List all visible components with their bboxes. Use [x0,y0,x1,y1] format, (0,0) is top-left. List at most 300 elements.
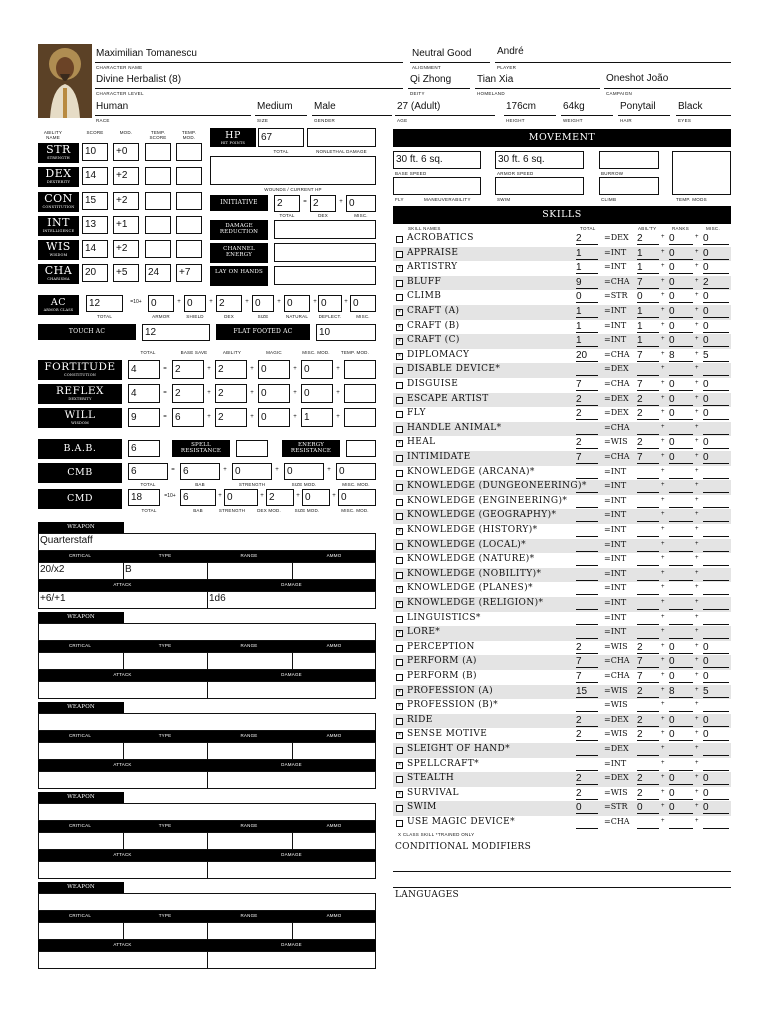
class-skill-checkbox[interactable] [396,543,403,550]
skill-misc-field[interactable] [703,509,729,522]
class-skill-checkbox[interactable] [396,470,403,477]
weapon-name-field[interactable]: Quarterstaff [40,535,93,546]
spell-resistance-field[interactable] [236,440,268,457]
class-skill-checkbox[interactable] [396,367,403,374]
skill-total-field[interactable]: 7 [576,378,598,391]
class-skill-checkbox[interactable] [396,645,403,652]
save-magic-field[interactable]: 0 [258,360,290,379]
ac-deflect-field[interactable]: 0 [318,295,342,312]
skill-total-field[interactable]: 0 [576,801,598,814]
skill-ability-mod-field[interactable]: 0 [637,801,659,814]
skill-misc-field[interactable] [703,758,729,771]
damage-reduction-field[interactable] [274,220,376,239]
skill-total-field[interactable]: 15 [576,685,598,698]
class-skill-checkbox[interactable] [396,557,403,564]
cmb-total-field[interactable]: 6 [128,463,168,480]
skill-misc-field[interactable]: 0 [703,641,729,654]
save-misc-field[interactable]: 0 [301,384,333,403]
skill-ability-mod-field[interactable] [637,568,659,581]
skill-misc-field[interactable]: 0 [703,801,729,814]
weapon-damage-field[interactable]: 1d6 [209,593,226,604]
skill-total-field[interactable] [576,495,598,508]
skill-ability-mod-field[interactable] [637,553,659,566]
skill-total-field[interactable]: 2 [576,772,598,785]
ability-temp-score-field[interactable] [145,167,171,185]
save-total-field[interactable]: 4 [128,360,160,379]
ac-armor-field[interactable]: 0 [148,295,174,312]
skill-ranks-field[interactable] [669,524,693,537]
skill-ability-mod-field[interactable]: 2 [637,393,659,406]
skill-misc-field[interactable] [703,363,729,376]
skill-total-field[interactable]: 2 [576,728,598,741]
weight-value[interactable]: 64kg [563,101,585,112]
age-value[interactable]: 27 (Adult) [397,101,441,112]
skill-ranks-field[interactable] [669,743,693,756]
initiative-dex-field[interactable]: 2 [310,195,336,212]
skill-total-field[interactable]: 7 [576,451,598,464]
save-ability-field[interactable]: 2 [215,360,247,379]
skill-misc-field[interactable]: 0 [703,305,729,318]
class-skill-checkbox[interactable]: × [396,528,403,535]
class-skill-checkbox[interactable] [396,820,403,827]
skill-ability-mod-field[interactable]: 1 [637,334,659,347]
skill-ranks-field[interactable]: 0 [669,655,693,668]
skill-total-field[interactable]: 9 [576,276,598,289]
skill-total-field[interactable]: 1 [576,334,598,347]
initiative-total-field[interactable]: 2 [274,195,300,212]
cmd-strength-field[interactable]: 0 [224,489,258,506]
skill-misc-field[interactable]: 0 [703,334,729,347]
class-skill-checkbox[interactable]: × [396,689,403,696]
ability-score-field[interactable]: 10 [82,143,108,161]
class-skill-checkbox[interactable] [396,426,403,433]
campaign-value[interactable]: Oneshot João [606,73,669,84]
skill-total-field[interactable]: 0 [576,290,598,303]
player-value[interactable]: André [497,46,524,57]
temp-mods-field[interactable] [672,151,731,195]
wounds-current-hp-field[interactable] [210,156,376,185]
ability-mod-field[interactable]: +2 [113,192,139,210]
skill-ranks-field[interactable]: 0 [669,451,693,464]
skill-ranks-field[interactable] [669,363,693,376]
ac-dex-field[interactable]: 2 [216,295,242,312]
hp-total-field[interactable]: 67 [258,128,304,147]
cmd-dex-field[interactable]: 2 [266,489,294,506]
skill-total-field[interactable] [576,363,598,376]
skill-ranks-field[interactable] [669,582,693,595]
class-skill-checkbox[interactable]: × [396,703,403,710]
skill-misc-field[interactable]: 5 [703,685,729,698]
cmd-size-field[interactable]: 0 [302,489,330,506]
skill-total-field[interactable] [576,816,598,829]
skill-misc-field[interactable]: 0 [703,436,729,449]
class-skill-checkbox[interactable] [396,616,403,623]
skill-misc-field[interactable]: 0 [703,714,729,727]
skill-ranks-field[interactable]: 8 [669,349,693,362]
save-magic-field[interactable]: 0 [258,408,290,427]
skill-ranks-field[interactable] [669,699,693,712]
lay-on-hands-field[interactable] [274,266,376,285]
class-skill-checkbox[interactable] [396,455,403,462]
ability-temp-mod-field[interactable] [176,216,202,234]
skill-ranks-field[interactable]: 8 [669,685,693,698]
skill-ranks-field[interactable]: 0 [669,276,693,289]
skill-misc-field[interactable] [703,524,729,537]
skill-ability-mod-field[interactable]: 7 [637,670,659,683]
skill-ability-mod-field[interactable]: 1 [637,320,659,333]
skill-ability-mod-field[interactable] [637,582,659,595]
initiative-misc-field[interactable]: 0 [346,195,376,212]
class-skill-checkbox[interactable] [396,397,403,404]
class-skill-checkbox[interactable]: × [396,791,403,798]
skill-total-field[interactable]: 7 [576,655,598,668]
skill-ability-mod-field[interactable]: 2 [637,407,659,420]
skill-total-field[interactable] [576,539,598,552]
armor-speed-field[interactable]: 30 ft. 6 sq. [495,151,584,169]
skill-ability-mod-field[interactable] [637,466,659,479]
ability-mod-field[interactable]: +1 [113,216,139,234]
skill-ranks-field[interactable]: 0 [669,247,693,260]
skill-ability-mod-field[interactable]: 2 [637,714,659,727]
homeland-value[interactable]: Tian Xia [477,74,514,85]
skill-total-field[interactable]: 20 [576,349,598,362]
skill-misc-field[interactable]: 0 [703,247,729,260]
skill-misc-field[interactable]: 0 [703,393,729,406]
skill-ability-mod-field[interactable]: 7 [637,655,659,668]
skill-ranks-field[interactable] [669,597,693,610]
skill-ability-mod-field[interactable]: 2 [637,772,659,785]
ability-temp-score-field[interactable] [145,216,171,234]
flat-footed-ac-field[interactable]: 10 [316,324,376,341]
ability-temp-score-field[interactable] [145,192,171,210]
cmb-strength-field[interactable]: 0 [232,463,272,480]
skill-misc-field[interactable] [703,597,729,610]
skill-misc-field[interactable] [703,612,729,625]
skill-ability-mod-field[interactable] [637,597,659,610]
save-magic-field[interactable]: 0 [258,384,290,403]
save-ability-field[interactable]: 2 [215,408,247,427]
skill-ranks-field[interactable]: 0 [669,334,693,347]
burrow-field[interactable] [599,151,659,169]
cmb-size-field[interactable]: 0 [284,463,324,480]
save-misc-field[interactable]: 0 [301,360,333,379]
save-base-field[interactable]: 2 [172,384,204,403]
skill-ranks-field[interactable]: 0 [669,290,693,303]
skill-total-field[interactable] [576,553,598,566]
class-skill-checkbox[interactable] [396,805,403,812]
gender-value[interactable]: Male [314,101,336,112]
skill-ability-mod-field[interactable] [637,480,659,493]
skill-total-field[interactable]: 2 [576,714,598,727]
skill-ability-mod-field[interactable]: 2 [637,232,659,245]
class-skill-checkbox[interactable] [396,513,403,520]
skill-ranks-field[interactable]: 0 [669,728,693,741]
skill-ranks-field[interactable]: 0 [669,772,693,785]
skill-ranks-field[interactable] [669,495,693,508]
skill-misc-field[interactable] [703,626,729,639]
ac-total-field[interactable]: 12 [86,295,123,312]
skill-ability-mod-field[interactable] [637,743,659,756]
deity-value[interactable]: Qi Zhong [410,74,452,85]
ability-mod-field[interactable]: +5 [113,264,139,282]
skill-ability-mod-field[interactable] [637,699,659,712]
skill-total-field[interactable]: 2 [576,641,598,654]
class-skill-checkbox[interactable]: × [396,762,403,769]
skill-ranks-field[interactable]: 0 [669,232,693,245]
skill-total-field[interactable] [576,597,598,610]
skill-ranks-field[interactable] [669,539,693,552]
skill-total-field[interactable]: 2 [576,232,598,245]
skill-ranks-field[interactable] [669,626,693,639]
skill-ability-mod-field[interactable]: 1 [637,305,659,318]
skill-misc-field[interactable]: 0 [703,670,729,683]
class-skill-checkbox[interactable]: × [396,324,403,331]
skill-ability-mod-field[interactable]: 7 [637,378,659,391]
swim-field[interactable] [495,177,584,195]
skill-total-field[interactable]: 1 [576,305,598,318]
class-skill-checkbox[interactable]: × [396,338,403,345]
skill-ranks-field[interactable]: 0 [669,261,693,274]
class-skill-checkbox[interactable] [396,251,403,258]
class-skill-checkbox[interactable] [396,659,403,666]
nonlethal-damage-field[interactable] [307,128,376,147]
skill-total-field[interactable]: 2 [576,407,598,420]
save-temp-field[interactable] [344,408,376,427]
skill-total-field[interactable] [576,568,598,581]
skill-total-field[interactable]: 1 [576,247,598,260]
skill-ranks-field[interactable]: 0 [669,436,693,449]
save-misc-field[interactable]: 1 [301,408,333,427]
ac-size-field[interactable]: 0 [252,295,274,312]
skill-misc-field[interactable] [703,495,729,508]
skill-ability-mod-field[interactable] [637,816,659,829]
skill-ability-mod-field[interactable] [637,758,659,771]
class-skill-checkbox[interactable]: × [396,630,403,637]
class-skill-checkbox[interactable] [396,411,403,418]
skill-ranks-field[interactable]: 0 [669,378,693,391]
ability-score-field[interactable]: 14 [82,167,108,185]
skill-total-field[interactable] [576,582,598,595]
skill-ranks-field[interactable] [669,568,693,581]
class-skill-checkbox[interactable]: × [396,601,403,608]
ability-temp-score-field[interactable] [145,240,171,258]
skill-misc-field[interactable] [703,480,729,493]
ac-misc-field[interactable]: 0 [350,295,376,312]
skill-misc-field[interactable] [703,699,729,712]
energy-resistance-field[interactable] [346,440,376,457]
ac-natural-field[interactable]: 0 [284,295,310,312]
skill-total-field[interactable] [576,466,598,479]
class-skill-checkbox[interactable] [396,718,403,725]
class-skill-checkbox[interactable] [396,499,403,506]
skill-misc-field[interactable] [703,816,729,829]
skill-misc-field[interactable]: 0 [703,728,729,741]
skill-ranks-field[interactable] [669,422,693,435]
weapon-attack-field[interactable]: +6/+1 [40,593,66,604]
skill-total-field[interactable]: 2 [576,393,598,406]
ability-temp-mod-field[interactable]: +7 [176,264,202,282]
skill-misc-field[interactable]: 0 [703,261,729,274]
skill-ability-mod-field[interactable] [637,495,659,508]
ability-mod-field[interactable]: +0 [113,143,139,161]
skill-misc-field[interactable]: 0 [703,655,729,668]
skill-ranks-field[interactable]: 0 [669,801,693,814]
ability-temp-mod-field[interactable] [176,192,202,210]
skill-misc-field[interactable]: 0 [703,407,729,420]
skill-ability-mod-field[interactable]: 7 [637,451,659,464]
skill-total-field[interactable] [576,626,598,639]
skill-ranks-field[interactable]: 0 [669,670,693,683]
skill-ability-mod-field[interactable]: 7 [637,276,659,289]
save-total-field[interactable]: 4 [128,384,160,403]
base-speed-field[interactable]: 30 ft. 6 sq. [393,151,481,169]
class-skill-checkbox[interactable] [396,280,403,287]
skill-ability-mod-field[interactable]: 2 [637,641,659,654]
ability-score-field[interactable]: 20 [82,264,108,282]
ability-score-field[interactable]: 14 [82,240,108,258]
skill-misc-field[interactable] [703,422,729,435]
class-skill-checkbox[interactable]: × [396,309,403,316]
skill-ability-mod-field[interactable]: 1 [637,247,659,260]
skill-ability-mod-field[interactable]: 2 [637,787,659,800]
skill-total-field[interactable] [576,509,598,522]
climb-field[interactable] [599,177,659,195]
touch-ac-field[interactable]: 12 [142,324,210,341]
skill-total-field[interactable]: 7 [576,670,598,683]
cmd-bab-field[interactable]: 6 [180,489,216,506]
skill-ability-mod-field[interactable]: 1 [637,261,659,274]
channel-energy-field[interactable] [274,243,376,262]
class-skill-checkbox[interactable] [396,747,403,754]
cmb-misc-field[interactable]: 0 [336,463,376,480]
cmb-bab-field[interactable]: 6 [180,463,220,480]
save-total-field[interactable]: 9 [128,408,160,427]
class-skill-checkbox[interactable]: × [396,586,403,593]
weapon-type-field[interactable]: B [125,564,132,575]
class-skill-checkbox[interactable]: × [396,265,403,272]
skill-ranks-field[interactable]: 0 [669,320,693,333]
skill-total-field[interactable]: 1 [576,261,598,274]
skill-ranks-field[interactable] [669,816,693,829]
skill-ability-mod-field[interactable]: 2 [637,685,659,698]
skill-ability-mod-field[interactable]: 2 [637,436,659,449]
skill-ranks-field[interactable] [669,480,693,493]
ability-score-field[interactable]: 13 [82,216,108,234]
skill-total-field[interactable] [576,758,598,771]
save-base-field[interactable]: 6 [172,408,204,427]
skill-total-field[interactable] [576,612,598,625]
ability-temp-mod-field[interactable] [176,143,202,161]
class-skill-checkbox[interactable] [396,776,403,783]
hair-value[interactable]: Ponytail [620,101,656,112]
skill-ranks-field[interactable]: 0 [669,305,693,318]
skill-ability-mod-field[interactable] [637,422,659,435]
skill-total-field[interactable]: 1 [576,320,598,333]
skill-misc-field[interactable]: 0 [703,378,729,391]
class-skill-checkbox[interactable]: × [396,353,403,360]
save-base-field[interactable]: 2 [172,360,204,379]
skill-misc-field[interactable] [703,743,729,756]
save-ability-field[interactable]: 2 [215,384,247,403]
skill-misc-field[interactable]: 0 [703,787,729,800]
skill-total-field[interactable] [576,480,598,493]
cmd-total-field[interactable]: 18 [128,489,160,506]
class-skill-checkbox[interactable] [396,236,403,243]
class-skill-checkbox[interactable]: × [396,440,403,447]
skill-ranks-field[interactable]: 0 [669,714,693,727]
size-value[interactable]: Medium [257,101,293,112]
skill-ability-mod-field[interactable] [637,539,659,552]
alignment-value[interactable]: Neutral Good [412,48,472,59]
skill-misc-field[interactable]: 0 [703,772,729,785]
bab-field[interactable]: 6 [128,440,160,457]
save-temp-field[interactable] [344,360,376,379]
skill-misc-field[interactable] [703,466,729,479]
character-level-value[interactable]: Divine Herbalist (8) [96,74,182,85]
skill-ability-mod-field[interactable] [637,612,659,625]
skill-ranks-field[interactable] [669,758,693,771]
fly-field[interactable] [393,177,481,195]
ability-temp-score-field[interactable] [145,143,171,161]
weapon-critical-field[interactable]: 20/x2 [40,564,65,575]
skill-ranks-field[interactable]: 0 [669,787,693,800]
skill-total-field[interactable] [576,743,598,756]
skill-misc-field[interactable] [703,582,729,595]
skill-misc-field[interactable]: 0 [703,320,729,333]
skill-ranks-field[interactable] [669,612,693,625]
skill-ranks-field[interactable] [669,466,693,479]
skill-ability-mod-field[interactable] [637,524,659,537]
skill-ability-mod-field[interactable] [637,626,659,639]
class-skill-checkbox[interactable] [396,484,403,491]
cmd-misc-field[interactable]: 0 [338,489,376,506]
skill-ability-mod-field[interactable]: 2 [637,728,659,741]
skill-misc-field[interactable]: 5 [703,349,729,362]
eyes-value[interactable]: Black [678,101,703,112]
ability-mod-field[interactable]: +2 [113,240,139,258]
race-value[interactable]: Human [96,101,129,112]
skill-ranks-field[interactable]: 0 [669,393,693,406]
class-skill-checkbox[interactable]: × [396,732,403,739]
ability-temp-mod-field[interactable] [176,167,202,185]
skill-ranks-field[interactable]: 0 [669,641,693,654]
skill-total-field[interactable] [576,422,598,435]
class-skill-checkbox[interactable] [396,294,403,301]
ability-temp-score-field[interactable]: 24 [145,264,171,282]
skill-ranks-field[interactable]: 0 [669,407,693,420]
ability-mod-field[interactable]: +2 [113,167,139,185]
skill-total-field[interactable]: 2 [576,787,598,800]
skill-ranks-field[interactable] [669,509,693,522]
character-name-value[interactable]: Maximilian Tomanescu [96,48,197,59]
save-temp-field[interactable] [344,384,376,403]
skill-ability-mod-field[interactable] [637,363,659,376]
skill-misc-field[interactable] [703,553,729,566]
skill-ranks-field[interactable] [669,553,693,566]
skill-total-field[interactable]: 2 [576,436,598,449]
class-skill-checkbox[interactable] [396,674,403,681]
skill-ability-mod-field[interactable] [637,509,659,522]
ability-score-field[interactable]: 15 [82,192,108,210]
skill-misc-field[interactable]: 0 [703,451,729,464]
skill-ability-mod-field[interactable]: 0 [637,290,659,303]
height-value[interactable]: 176cm [506,101,537,112]
skill-misc-field[interactable] [703,539,729,552]
skill-misc-field[interactable]: 0 [703,232,729,245]
skill-total-field[interactable] [576,699,598,712]
skill-misc-field[interactable]: 0 [703,290,729,303]
class-skill-checkbox[interactable] [396,572,403,579]
